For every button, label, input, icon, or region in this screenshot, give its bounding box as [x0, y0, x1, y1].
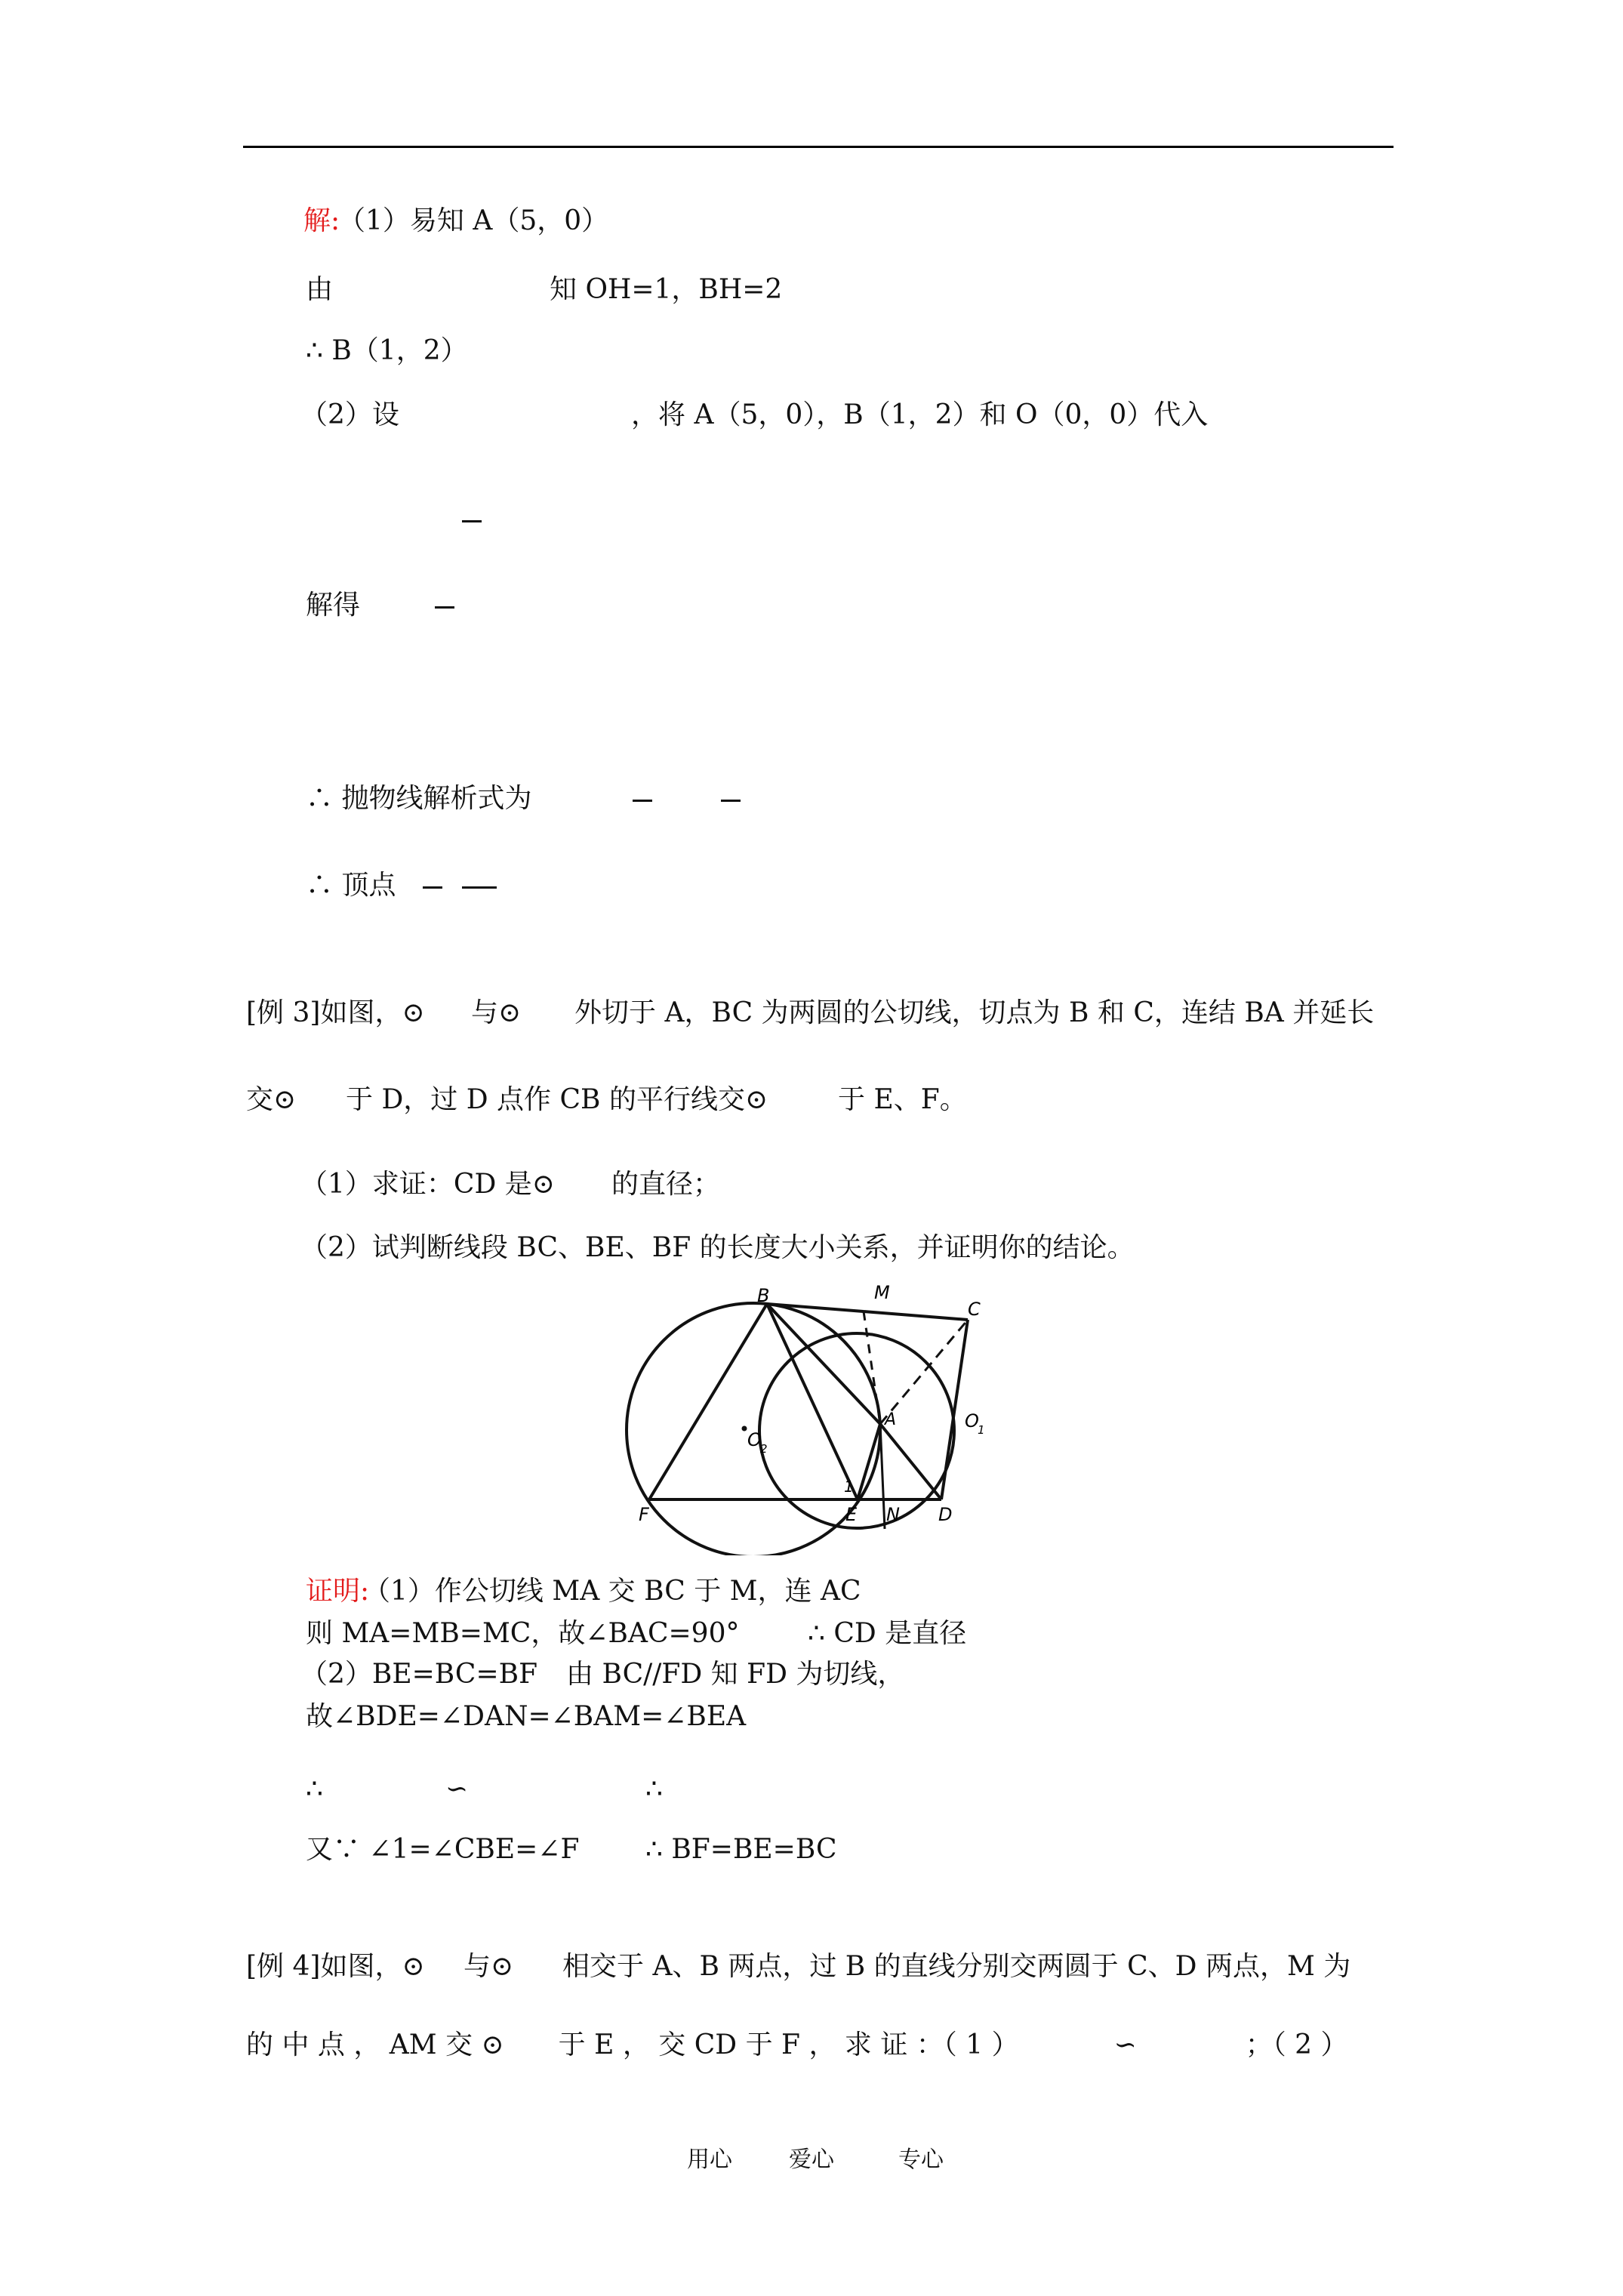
tangent-circles-figure [619, 1276, 1049, 1555]
label-o1: O [965, 1410, 979, 1432]
solution-vertex: ∴ 顶点 [306, 870, 396, 901]
example3-question1-a: （1）求证：CD 是⊙ [300, 1169, 555, 1200]
solution-by: 由 [306, 274, 334, 305]
example3-line2-b: 于 D，过 D 点作 CB 的平行线交⊙ [346, 1084, 768, 1115]
solution-label: 解: [303, 205, 340, 236]
label-d: D [938, 1504, 953, 1525]
solution-step1: （1）易知 A（5，0） [338, 205, 609, 236]
footer-text-1: 用心 [687, 2147, 732, 2173]
proof-label: 证明: [306, 1576, 370, 1607]
footer-text-3: 专心 [898, 2147, 944, 2173]
proof-line6-a: 又∵ ∠1=∠CBE=∠F [306, 1834, 580, 1865]
fraction-bar [435, 606, 454, 609]
footer-text-2: 爱心 [789, 2147, 834, 2173]
label-o2: O [747, 1429, 762, 1450]
solution-step2-set: （2）设 [300, 399, 399, 430]
example3-line1-a: [例 3]如图，⊙ [246, 997, 425, 1028]
solution-parabola: ∴ 抛物线解析式为 [306, 783, 532, 814]
proof-line6-b: ∴ BF=BE=BC [645, 1834, 837, 1865]
example3-question2: （2）试判断线段 BC、BE、BF 的长度大小关系，并证明你的结论。 [300, 1232, 1135, 1263]
solution-step2-sub: ，将 A（5，0），B（1，2）和 O（0，0）代入 [631, 399, 1209, 430]
label-b: B [757, 1285, 770, 1306]
label-a: A [885, 1410, 897, 1429]
example4-line1-a: [例 4]如图，⊙ [246, 1951, 425, 1982]
fraction-bar [462, 886, 497, 889]
example3-line2-a: 交⊙ [246, 1084, 297, 1115]
label-o1-sub: 1 [978, 1423, 985, 1437]
label-m: M [874, 1282, 890, 1303]
proof-line5-b: ∽ [445, 1774, 469, 1804]
proof-line4: 故∠BDE=∠DAN=∠BAM=∠BEA [306, 1701, 747, 1732]
proof-line3-a: （2）BE=BC=BF [300, 1659, 538, 1690]
fraction-bar [633, 800, 652, 802]
example3-line1-b: 与⊙ [471, 997, 522, 1028]
label-e: E [845, 1504, 858, 1525]
fraction-bar [462, 520, 482, 522]
label-n: N [886, 1504, 900, 1525]
segment-cd [941, 1320, 968, 1499]
example4-line2: 的 中 点 ， AM 交 ⊙ 于 E ， 交 CD 于 F ， 求 证 ：（ 1 ） ∽ ；（ 2 ） [246, 2029, 1348, 2060]
solution-solved: 解得 [306, 590, 361, 621]
label-angle-1: 1 [844, 1478, 854, 1496]
proof-line3-b: 由 BC//FD 知 FD 为切线， [566, 1659, 905, 1690]
proof-line2-b: ∴ CD 是直径 [808, 1618, 967, 1649]
solution-therefore-b: ∴ B（1，2） [306, 335, 468, 366]
label-o2-sub: 2 [760, 1442, 768, 1456]
solution-know-oh-bh: 知 OH=1，BH=2 [550, 274, 783, 305]
example4-line1-c: 相交于 A、B 两点，过 B 的直线分别交两圆于 C、D 两点，M 为 [562, 1951, 1351, 1982]
proof-line5-a: ∴ [306, 1774, 323, 1804]
fraction-bar [721, 800, 741, 802]
example3-question1-b: 的直径； [611, 1169, 721, 1200]
segment-mc [864, 1311, 968, 1320]
example3-line1-c: 外切于 A，BC 为两圆的公切线，切点为 B 和 C，连结 BA 并延长 [574, 997, 1375, 1028]
proof-line2-a: 则 MA=MB=MC，故∠BAC=90° [306, 1618, 740, 1649]
header-rule [243, 146, 1394, 148]
proof-line1: （1）作公切线 MA 交 BC 于 M，连 AC [363, 1576, 861, 1607]
center-o2-dot [742, 1426, 747, 1432]
label-c: C [968, 1299, 981, 1320]
segment-an [880, 1424, 885, 1529]
proof-line5-c: ∴ [645, 1774, 663, 1804]
example3-line2-c: 于 E、F。 [838, 1084, 967, 1115]
fraction-bar [423, 886, 442, 889]
example4-line1-b: 与⊙ [463, 1951, 514, 1982]
label-f: F [639, 1504, 649, 1525]
segment-ad [880, 1424, 941, 1499]
segment-bf [649, 1304, 767, 1499]
